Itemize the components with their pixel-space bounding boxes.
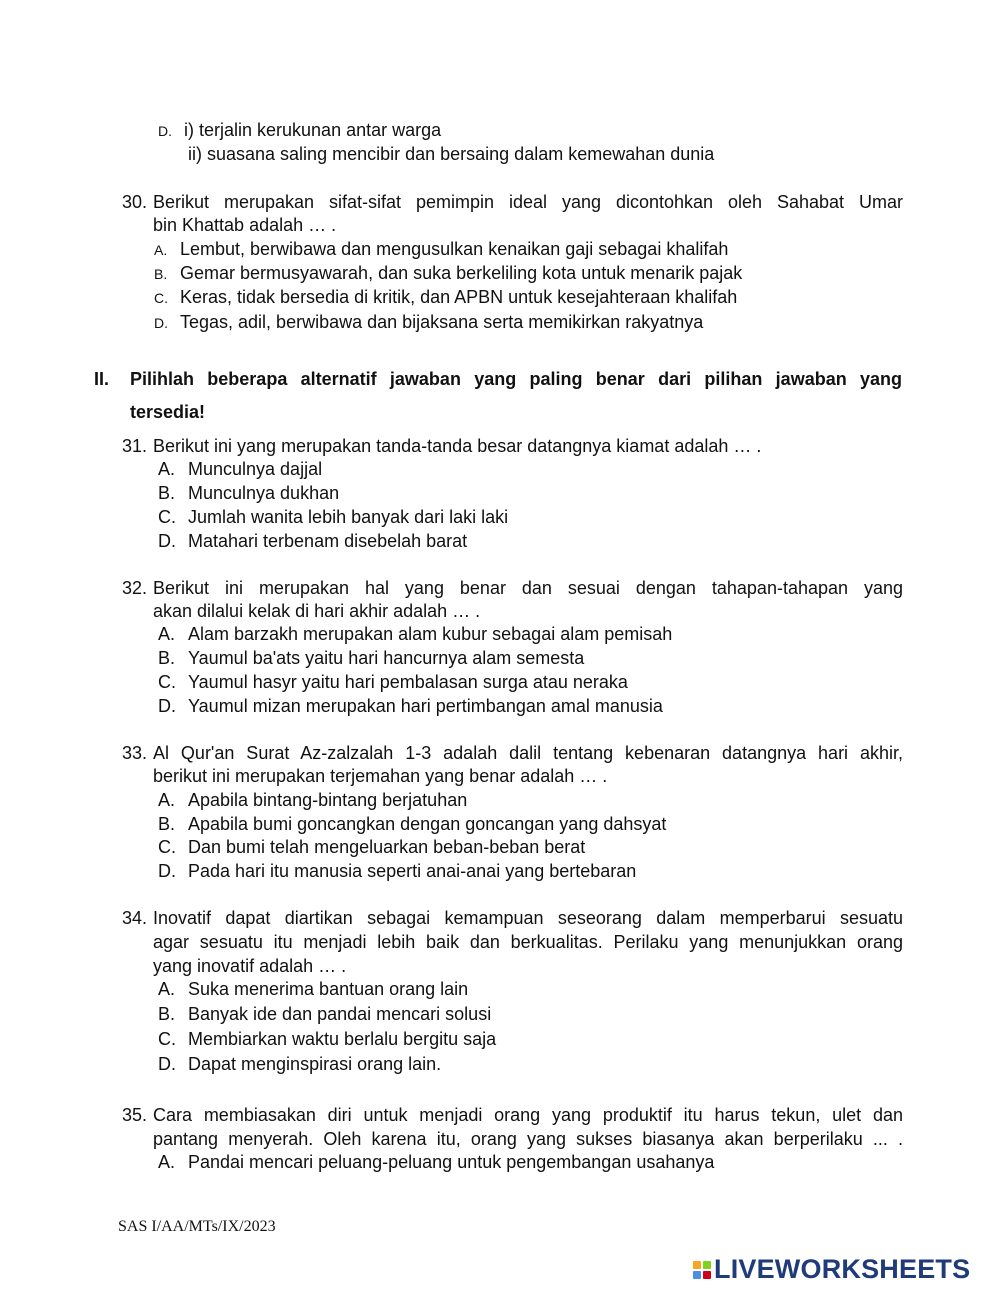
option-32-d[interactable] xyxy=(158,694,663,718)
option-letter: C. xyxy=(158,672,176,692)
option-letter: C. xyxy=(154,290,168,306)
option-letter: B. xyxy=(158,814,176,834)
option-35-a[interactable] xyxy=(158,1150,714,1174)
footer-code: SAS I/AA/MTs/IX/2023 xyxy=(118,1218,276,1235)
section-heading-line2: tersedia! xyxy=(130,402,206,422)
logo-text: LIVEWORKSHEETS xyxy=(714,1254,971,1284)
question-33-line2: berikut ini merupakan terjemahan yang benar adalah … . xyxy=(153,766,608,786)
option-letter: A. xyxy=(158,624,176,644)
option-30-a[interactable] xyxy=(154,237,728,262)
option-33-a[interactable] xyxy=(158,788,467,812)
logo-square xyxy=(693,1271,701,1279)
option-text: Lembut, berwibawa dan mengusulkan kenaikan gaji sebagai khalifah xyxy=(180,239,729,259)
prev-option-d-line2: ii) suasana saling mencibir dan bersaing dalam kemewahan dunia xyxy=(188,144,715,164)
question-32-line1: Berikut ini merupakan hal yang benar dan sesuai dengan tahapan-tahapan yang xyxy=(153,578,903,598)
option-31-a[interactable] xyxy=(158,457,322,481)
option-text: Membiarkan waktu berlalu bergitu saja xyxy=(188,1029,497,1049)
question-35-line2: pantang menyerah. Oleh karena itu, orang yang sukses biasanya akan berperilaku ... . xyxy=(153,1129,903,1149)
option-letter: D. xyxy=(158,1054,176,1074)
option-32-c[interactable] xyxy=(158,670,628,694)
option-34-c[interactable] xyxy=(158,1027,496,1051)
section-numeral: II. xyxy=(94,369,110,389)
option-30-c[interactable] xyxy=(154,285,737,310)
option-letter: A. xyxy=(158,790,176,810)
option-text: Yaumul hasyr yaitu hari pembalasan surga atau neraka xyxy=(188,672,628,692)
option-text: Alam barzakh merupakan alam kubur sebagai alam pemisah xyxy=(188,624,673,644)
question-number-33: 33. xyxy=(122,743,148,763)
question-34-line3: yang inovatif adalah … . xyxy=(153,956,347,976)
option-text: i) terjalin kerukunan antar warga xyxy=(184,120,442,140)
option-30-b[interactable] xyxy=(154,261,742,286)
question-31-line1: Berikut ini yang merupakan tanda-tanda besar datangnya kiamat adalah … . xyxy=(153,436,762,456)
question-30-line2: bin Khattab adalah … . xyxy=(153,215,337,235)
option-text: Dan bumi telah mengeluarkan beban-beban berat xyxy=(188,837,586,857)
option-letter: D. xyxy=(158,531,176,551)
question-32-line2: akan dilalui kelak di hari akhir adalah … . xyxy=(153,601,481,621)
option-letter: D. xyxy=(158,861,176,881)
option-32-a[interactable] xyxy=(158,622,672,646)
option-30-d[interactable] xyxy=(154,310,703,335)
option-text: Gemar bermusyawarah, dan suka berkeliling kota untuk menarik pajak xyxy=(180,263,743,283)
question-35-line1: Cara membiasakan diri untuk menjadi orang yang produktif itu harus tekun, ulet dan xyxy=(153,1105,903,1125)
question-34-line1: Inovatif dapat diartikan sebagai kemampuan seseorang dalam memperbarui sesuatu xyxy=(153,908,903,928)
question-number-30: 30. xyxy=(122,192,148,212)
option-letter: B. xyxy=(154,266,168,282)
option-text: Banyak ide dan pandai mencari solusi xyxy=(188,1004,492,1024)
question-34-line2: agar sesuatu itu menjadi lebih baik dan berkualitas. Perilaku yang menunjukkan orang xyxy=(153,932,903,952)
logo-mark-icon xyxy=(693,1261,711,1279)
option-text: Yaumul mizan merupakan hari pertimbangan amal manusia xyxy=(188,696,663,716)
option-text: Jumlah wanita lebih banyak dari laki laki xyxy=(188,507,509,527)
option-34-b[interactable] xyxy=(158,1002,491,1026)
option-letter: C. xyxy=(158,507,176,527)
option-34-d[interactable] xyxy=(158,1052,441,1076)
option-text: Apabila bintang-bintang berjatuhan xyxy=(188,790,468,810)
option-text: Apabila bumi goncangkan dengan goncangan yang dahsyat xyxy=(188,814,667,834)
option-33-d[interactable] xyxy=(158,859,636,883)
question-30-line1: Berikut merupakan sifat-sifat pemimpin ideal yang dicontohkan oleh Sahabat Umar xyxy=(153,192,903,212)
section-heading-line1: Pilihlah beberapa alternatif jawaban yang paling benar dari pilihan jawaban yang xyxy=(130,369,902,389)
option-33-c[interactable] xyxy=(158,835,585,859)
option-letter: A. xyxy=(158,979,176,999)
option-31-b[interactable] xyxy=(158,481,339,505)
option-text: Dapat menginspirasi orang lain. xyxy=(188,1054,442,1074)
option-text: Matahari terbenam disebelah barat xyxy=(188,531,468,551)
option-letter: A. xyxy=(158,1152,176,1172)
option-letter: D. xyxy=(154,315,168,331)
option-text: Yaumul ba'ats yaitu hari hancurnya alam semesta xyxy=(188,648,585,668)
logo-square xyxy=(703,1271,711,1279)
option-text: Pandai mencari peluang-peluang untuk pengembangan usahanya xyxy=(188,1152,715,1172)
option-text: Suka menerima bantuan orang lain xyxy=(188,979,469,999)
option-32-b[interactable] xyxy=(158,646,584,670)
option-33-b[interactable] xyxy=(158,812,666,836)
option-text: Munculnya dajjal xyxy=(188,459,323,479)
option-letter: B. xyxy=(158,1004,176,1024)
option-letter: D. xyxy=(158,696,176,716)
question-33-line1: Al Qur'an Surat Az-zalzalah 1-3 adalah dalil tentang kebenaran datangnya hari akhir, xyxy=(153,743,903,763)
option-letter: C. xyxy=(158,837,176,857)
option-text: Pada hari itu manusia seperti anai-anai yang bertebaran xyxy=(188,861,637,881)
option-text: Keras, tidak bersedia di kritik, dan APBN untuk kesejahteraan khalifah xyxy=(180,287,738,307)
option-text: Tegas, adil, berwibawa dan bijaksana serta memikirkan rakyatnya xyxy=(180,312,704,332)
question-number-34: 34. xyxy=(122,908,148,928)
logo-square xyxy=(693,1261,701,1269)
logo-square xyxy=(703,1261,711,1269)
question-number-31: 31. xyxy=(122,436,148,456)
option-letter: B. xyxy=(158,648,176,668)
option-letter: D. xyxy=(158,123,172,139)
option-31-c[interactable] xyxy=(158,505,508,529)
option-letter: C. xyxy=(158,1029,176,1049)
question-number-35: 35. xyxy=(122,1105,148,1125)
prev-option-d xyxy=(158,118,441,143)
option-letter: B. xyxy=(158,483,176,503)
option-text: Munculnya dukhan xyxy=(188,483,340,503)
option-34-a[interactable] xyxy=(158,977,468,1001)
option-letter: A. xyxy=(154,242,168,258)
liveworksheets-logo[interactable] xyxy=(693,1254,970,1285)
option-31-d[interactable] xyxy=(158,529,467,553)
question-number-32: 32. xyxy=(122,578,148,598)
option-letter: A. xyxy=(158,459,176,479)
